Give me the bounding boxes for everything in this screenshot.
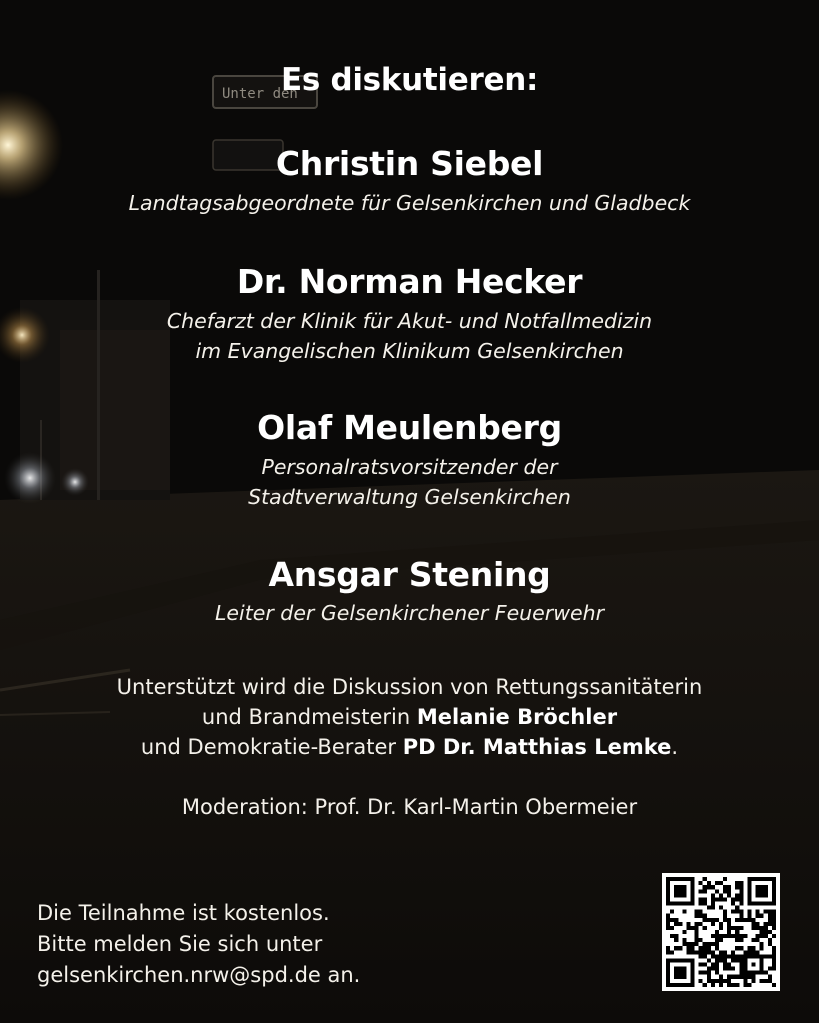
support-text: .: [671, 735, 679, 759]
support-person-name: Melanie Bröchler: [416, 705, 618, 729]
speaker-role: Stadtverwaltung Gelsenkirchen: [248, 485, 571, 509]
support-line: [0, 702, 819, 732]
support-text: und Demokratie-Berater: [140, 735, 403, 759]
speaker-role: Chefarzt der Klinik für Akut- und Notfallmedizin: [166, 309, 653, 333]
registration-email: gelsenkirchen.nrw@spd.de an.: [37, 963, 361, 987]
speaker-role: Personalratsvorsitzender der: [261, 455, 558, 479]
speaker-name: Ansgar Stening: [268, 555, 551, 594]
speaker-role: Landtagsabgeordnete für Gelsenkirchen und Gladbeck: [128, 191, 691, 215]
footer-line: Bitte melden Sie sich unter: [37, 932, 323, 956]
registration-info: [37, 898, 360, 991]
footer-line: Die Teilnahme ist kostenlos.: [37, 901, 330, 925]
speaker-role: im Evangelischen Klinikum Gelsenkirchen: [195, 339, 624, 363]
speaker-name: Christin Siebel: [275, 144, 544, 183]
support-line: [0, 732, 819, 762]
section-heading: Es diskutieren:: [280, 62, 539, 98]
support-text: und Brandmeisterin: [201, 705, 417, 729]
qr-code-icon[interactable]: [662, 873, 780, 991]
street-sign-text: Unter den: [222, 86, 298, 102]
moderation: Moderation: Prof. Dr. Karl-Martin Obermeier: [181, 795, 638, 819]
support-line: Unterstützt wird die Diskussion von Rettungssanitäterin: [116, 675, 703, 699]
support-person-name: PD Dr. Matthias Lemke: [402, 735, 672, 759]
speaker-role: Leiter der Gelsenkirchener Feuerwehr: [214, 601, 605, 625]
speaker-name: Olaf Meulenberg: [257, 408, 562, 447]
speaker-name: Dr. Norman Hecker: [236, 262, 583, 301]
